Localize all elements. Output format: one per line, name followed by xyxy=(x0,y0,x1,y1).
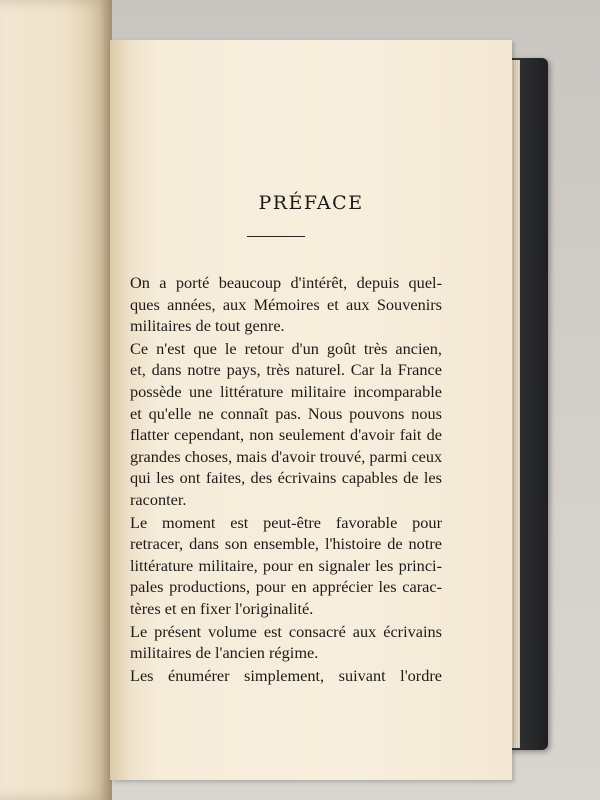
text-line: Le présent volume est consacré aux écrivains xyxy=(130,621,442,641)
text-line: militaires de tout genre. xyxy=(130,316,285,336)
text-line: flatter cependant, non seulement d'avoir fait de xyxy=(130,425,442,445)
text-line: retracer, dans son ensemble, l'histoire de notre xyxy=(130,534,442,554)
preface-text xyxy=(130,272,442,686)
text-line: possède une littérature militaire incomparable xyxy=(130,381,442,401)
text-line: et qu'elle ne connaît pas. Nous pouvons nous xyxy=(130,403,442,423)
left-page xyxy=(0,0,112,800)
text-line: pales productions, pour en apprécier les carac- xyxy=(130,577,442,597)
text-line: Les énumérer simplement, suivant l'ordre xyxy=(130,665,442,685)
text-line: et, dans notre pays, très naturel. Car la France xyxy=(130,360,442,380)
text-line: militaires de l'ancien régime. xyxy=(130,643,319,663)
text-line: Le moment est peut-être favorable pour xyxy=(130,512,442,532)
text-line: raconter. xyxy=(130,489,187,509)
text-line: ques années, aux Mémoires et aux Souvenirs xyxy=(130,294,442,314)
text-line: Ce n'est que le retour d'un goût très ancien, xyxy=(130,338,442,358)
text-line: tères et en fixer l'originalité. xyxy=(130,598,314,618)
text-line: littérature militaire, pour en signaler les princi- xyxy=(130,555,442,575)
page-heading: PRÉFACE xyxy=(258,192,364,214)
text-line: On a porté beaucoup d'intérêt, depuis quel- xyxy=(130,273,442,292)
heading-rule xyxy=(247,236,305,237)
text-line: qui les ont faites, des écrivains capables de les xyxy=(130,468,442,488)
text-line: grandes choses, mais d'avoir trouvé, parmi ceux xyxy=(130,446,443,466)
